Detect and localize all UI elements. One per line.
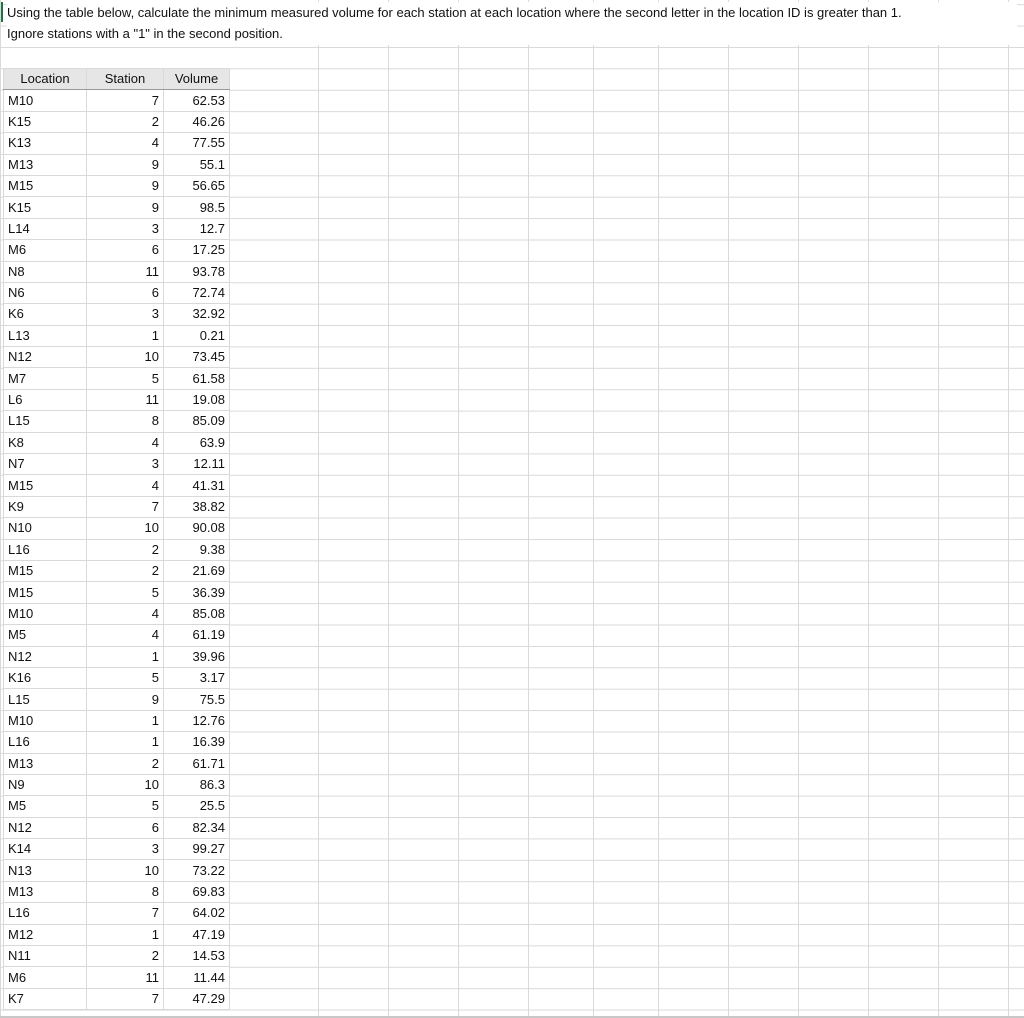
station-cell[interactable]: 9 bbox=[87, 197, 164, 218]
volume-cell[interactable]: 63.9 bbox=[164, 432, 230, 453]
header-station[interactable]: Station bbox=[87, 69, 164, 90]
location-cell[interactable]: M10 bbox=[4, 90, 87, 111]
location-cell[interactable]: M15 bbox=[4, 560, 87, 581]
station-cell[interactable]: 7 bbox=[87, 496, 164, 517]
location-cell[interactable]: N12 bbox=[4, 817, 87, 838]
table-row bbox=[4, 582, 230, 603]
location-cell[interactable]: N9 bbox=[4, 774, 87, 795]
volume-cell[interactable]: 38.82 bbox=[164, 496, 230, 517]
location-cell[interactable]: K14 bbox=[4, 839, 87, 860]
location-cell[interactable]: K8 bbox=[4, 432, 87, 453]
volume-cell[interactable]: 55.1 bbox=[164, 154, 230, 175]
table-row bbox=[4, 389, 230, 410]
table-row bbox=[4, 240, 230, 261]
table-row bbox=[4, 924, 230, 945]
location-cell[interactable]: N11 bbox=[4, 946, 87, 967]
volume-cell[interactable]: 64.02 bbox=[164, 903, 230, 924]
table-row bbox=[4, 432, 230, 453]
volume-cell[interactable]: 46.26 bbox=[164, 111, 230, 132]
location-cell[interactable]: N13 bbox=[4, 860, 87, 881]
location-cell[interactable]: M6 bbox=[4, 967, 87, 988]
location-cell[interactable]: M15 bbox=[4, 582, 87, 603]
location-cell[interactable]: N8 bbox=[4, 261, 87, 282]
volume-cell[interactable]: 75.5 bbox=[164, 689, 230, 710]
table-row bbox=[4, 903, 230, 924]
station-cell[interactable]: 5 bbox=[87, 582, 164, 603]
volume-cell[interactable]: 90.08 bbox=[164, 518, 230, 539]
volume-cell[interactable]: 85.09 bbox=[164, 411, 230, 432]
table-row bbox=[4, 175, 230, 196]
volume-cell[interactable]: 41.31 bbox=[164, 475, 230, 496]
column-divider bbox=[868, 0, 869, 1018]
column-divider bbox=[593, 0, 594, 1018]
data-table bbox=[3, 68, 230, 1010]
station-cell[interactable]: 1 bbox=[87, 732, 164, 753]
volume-cell[interactable]: 19.08 bbox=[164, 389, 230, 410]
table-row bbox=[4, 282, 230, 303]
table-row bbox=[4, 860, 230, 881]
station-cell[interactable]: 2 bbox=[87, 539, 164, 560]
column-divider bbox=[388, 0, 389, 1018]
station-cell[interactable]: 4 bbox=[87, 603, 164, 624]
table-row bbox=[4, 368, 230, 389]
column-divider bbox=[658, 0, 659, 1018]
volume-cell[interactable]: 25.5 bbox=[164, 796, 230, 817]
location-cell[interactable]: N6 bbox=[4, 282, 87, 303]
volume-cell[interactable]: 9.38 bbox=[164, 539, 230, 560]
station-cell[interactable]: 3 bbox=[87, 304, 164, 325]
location-cell[interactable]: K7 bbox=[4, 988, 87, 1009]
location-cell[interactable]: K15 bbox=[4, 111, 87, 132]
station-cell[interactable]: 5 bbox=[87, 368, 164, 389]
table-row bbox=[4, 881, 230, 902]
table-row bbox=[4, 518, 230, 539]
table-row bbox=[4, 111, 230, 132]
table-row bbox=[4, 603, 230, 624]
table-row bbox=[4, 133, 230, 154]
column-divider bbox=[318, 0, 319, 1018]
station-cell[interactable]: 5 bbox=[87, 667, 164, 688]
table-row bbox=[4, 817, 230, 838]
station-cell[interactable]: 3 bbox=[87, 839, 164, 860]
location-cell[interactable]: M13 bbox=[4, 881, 87, 902]
station-cell[interactable]: 10 bbox=[87, 347, 164, 368]
station-cell[interactable]: 10 bbox=[87, 518, 164, 539]
table-row bbox=[4, 154, 230, 175]
station-cell[interactable]: 1 bbox=[87, 710, 164, 731]
table-row bbox=[4, 90, 230, 111]
station-cell[interactable]: 7 bbox=[87, 903, 164, 924]
station-cell[interactable]: 1 bbox=[87, 924, 164, 945]
volume-cell[interactable]: 12.7 bbox=[164, 218, 230, 239]
location-cell[interactable]: M13 bbox=[4, 753, 87, 774]
location-cell[interactable]: K9 bbox=[4, 496, 87, 517]
table-row bbox=[4, 304, 230, 325]
location-cell[interactable]: L16 bbox=[4, 539, 87, 560]
volume-cell[interactable]: 12.76 bbox=[164, 710, 230, 731]
station-cell[interactable]: 6 bbox=[87, 282, 164, 303]
location-cell[interactable]: N7 bbox=[4, 454, 87, 475]
station-cell[interactable]: 6 bbox=[87, 817, 164, 838]
instruction-line-1[interactable]: Using the table below, calculate the minimum measured volume for each station at each location where the second letter in the location ID is greater than 1. bbox=[7, 5, 902, 20]
station-cell[interactable]: 2 bbox=[87, 111, 164, 132]
volume-cell[interactable]: 12.11 bbox=[164, 454, 230, 475]
volume-cell[interactable]: 32.92 bbox=[164, 304, 230, 325]
table-row bbox=[4, 261, 230, 282]
active-cell-indicator bbox=[1, 2, 3, 22]
location-cell[interactable]: L14 bbox=[4, 218, 87, 239]
location-cell[interactable]: K16 bbox=[4, 667, 87, 688]
volume-cell[interactable]: 39.96 bbox=[164, 646, 230, 667]
volume-cell[interactable]: 98.5 bbox=[164, 197, 230, 218]
table-row bbox=[4, 454, 230, 475]
station-cell[interactable]: 4 bbox=[87, 475, 164, 496]
table-row bbox=[4, 496, 230, 517]
volume-cell[interactable]: 14.53 bbox=[164, 946, 230, 967]
station-cell[interactable]: 1 bbox=[87, 646, 164, 667]
table-row bbox=[4, 946, 230, 967]
table-row bbox=[4, 325, 230, 346]
volume-cell[interactable]: 17.25 bbox=[164, 240, 230, 261]
volume-cell[interactable]: 56.65 bbox=[164, 175, 230, 196]
table-row bbox=[4, 218, 230, 239]
volume-cell[interactable]: 73.22 bbox=[164, 860, 230, 881]
volume-cell[interactable]: 61.58 bbox=[164, 368, 230, 389]
table-row bbox=[4, 347, 230, 368]
volume-cell[interactable]: 69.83 bbox=[164, 881, 230, 902]
station-cell[interactable]: 11 bbox=[87, 967, 164, 988]
header-row bbox=[4, 69, 230, 90]
station-cell[interactable]: 7 bbox=[87, 988, 164, 1009]
volume-cell[interactable]: 72.74 bbox=[164, 282, 230, 303]
location-cell[interactable]: M12 bbox=[4, 924, 87, 945]
location-cell[interactable]: N10 bbox=[4, 518, 87, 539]
station-cell[interactable]: 4 bbox=[87, 432, 164, 453]
volume-cell[interactable]: 0.21 bbox=[164, 325, 230, 346]
volume-cell[interactable]: 86.3 bbox=[164, 774, 230, 795]
volume-cell[interactable]: 11.44 bbox=[164, 967, 230, 988]
table-row bbox=[4, 689, 230, 710]
location-cell[interactable]: M5 bbox=[4, 796, 87, 817]
station-cell[interactable]: 11 bbox=[87, 389, 164, 410]
table-row bbox=[4, 988, 230, 1009]
table-row bbox=[4, 646, 230, 667]
table-row bbox=[4, 667, 230, 688]
header-location[interactable]: Location bbox=[4, 69, 87, 90]
column-divider bbox=[938, 0, 939, 1018]
table-row bbox=[4, 625, 230, 646]
volume-cell[interactable]: 73.45 bbox=[164, 347, 230, 368]
volume-cell[interactable]: 93.78 bbox=[164, 261, 230, 282]
station-cell[interactable]: 4 bbox=[87, 625, 164, 646]
table-row bbox=[4, 475, 230, 496]
column-divider bbox=[798, 0, 799, 1018]
volume-cell[interactable]: 36.39 bbox=[164, 582, 230, 603]
location-cell[interactable]: K6 bbox=[4, 304, 87, 325]
station-cell[interactable]: 1 bbox=[87, 325, 164, 346]
volume-cell[interactable]: 77.55 bbox=[164, 133, 230, 154]
volume-cell[interactable]: 16.39 bbox=[164, 732, 230, 753]
volume-cell[interactable]: 3.17 bbox=[164, 667, 230, 688]
table-row bbox=[4, 839, 230, 860]
station-cell[interactable]: 9 bbox=[87, 689, 164, 710]
station-cell[interactable]: 11 bbox=[87, 261, 164, 282]
location-cell[interactable]: L13 bbox=[4, 325, 87, 346]
location-cell[interactable]: K15 bbox=[4, 197, 87, 218]
table-row bbox=[4, 732, 230, 753]
location-cell[interactable]: L6 bbox=[4, 389, 87, 410]
column-divider bbox=[728, 0, 729, 1018]
header-volume[interactable]: Volume bbox=[164, 69, 230, 90]
station-cell[interactable]: 8 bbox=[87, 411, 164, 432]
station-cell[interactable]: 4 bbox=[87, 133, 164, 154]
table-row bbox=[4, 560, 230, 581]
column-divider bbox=[458, 0, 459, 1018]
column-divider bbox=[528, 0, 529, 1018]
table-row bbox=[4, 710, 230, 731]
table-row bbox=[4, 967, 230, 988]
location-cell[interactable]: M13 bbox=[4, 154, 87, 175]
location-cell[interactable]: M6 bbox=[4, 240, 87, 261]
instruction-line-2[interactable]: Ignore stations with a "1" in the second position. bbox=[7, 26, 283, 42]
station-cell[interactable]: 2 bbox=[87, 560, 164, 581]
station-cell[interactable]: 2 bbox=[87, 946, 164, 967]
volume-cell[interactable]: 21.69 bbox=[164, 560, 230, 581]
location-cell[interactable]: N12 bbox=[4, 646, 87, 667]
location-cell[interactable]: N12 bbox=[4, 347, 87, 368]
station-cell[interactable]: 2 bbox=[87, 753, 164, 774]
location-cell[interactable]: M5 bbox=[4, 625, 87, 646]
location-cell[interactable]: K13 bbox=[4, 133, 87, 154]
table-row bbox=[4, 774, 230, 795]
instructions bbox=[7, 2, 1017, 45]
location-cell[interactable]: L15 bbox=[4, 689, 87, 710]
volume-cell[interactable]: 82.34 bbox=[164, 817, 230, 838]
location-cell[interactable]: M15 bbox=[4, 175, 87, 196]
table-row bbox=[4, 753, 230, 774]
volume-cell[interactable]: 61.19 bbox=[164, 625, 230, 646]
station-cell[interactable]: 10 bbox=[87, 774, 164, 795]
volume-cell[interactable]: 47.29 bbox=[164, 988, 230, 1009]
volume-cell[interactable]: 62.53 bbox=[164, 90, 230, 111]
station-cell[interactable]: 3 bbox=[87, 454, 164, 475]
volume-cell[interactable]: 99.27 bbox=[164, 839, 230, 860]
volume-cell[interactable]: 61.71 bbox=[164, 753, 230, 774]
volume-cell[interactable]: 47.19 bbox=[164, 924, 230, 945]
location-cell[interactable]: L16 bbox=[4, 732, 87, 753]
volume-cell[interactable]: 85.08 bbox=[164, 603, 230, 624]
station-cell[interactable]: 10 bbox=[87, 860, 164, 881]
station-cell[interactable]: 7 bbox=[87, 90, 164, 111]
location-cell[interactable]: M10 bbox=[4, 603, 87, 624]
location-cell[interactable]: M10 bbox=[4, 710, 87, 731]
location-cell[interactable]: L16 bbox=[4, 903, 87, 924]
table-row bbox=[4, 411, 230, 432]
table-body bbox=[4, 90, 230, 1010]
station-cell[interactable]: 9 bbox=[87, 154, 164, 175]
table-row bbox=[4, 539, 230, 560]
table-row bbox=[4, 796, 230, 817]
station-cell[interactable]: 9 bbox=[87, 175, 164, 196]
location-cell[interactable]: L15 bbox=[4, 411, 87, 432]
column-divider bbox=[1008, 0, 1009, 1018]
table-row bbox=[4, 197, 230, 218]
location-cell[interactable]: M7 bbox=[4, 368, 87, 389]
station-cell[interactable]: 6 bbox=[87, 240, 164, 261]
station-cell[interactable]: 3 bbox=[87, 218, 164, 239]
location-cell[interactable]: M15 bbox=[4, 475, 87, 496]
station-cell[interactable]: 5 bbox=[87, 796, 164, 817]
station-cell[interactable]: 8 bbox=[87, 881, 164, 902]
